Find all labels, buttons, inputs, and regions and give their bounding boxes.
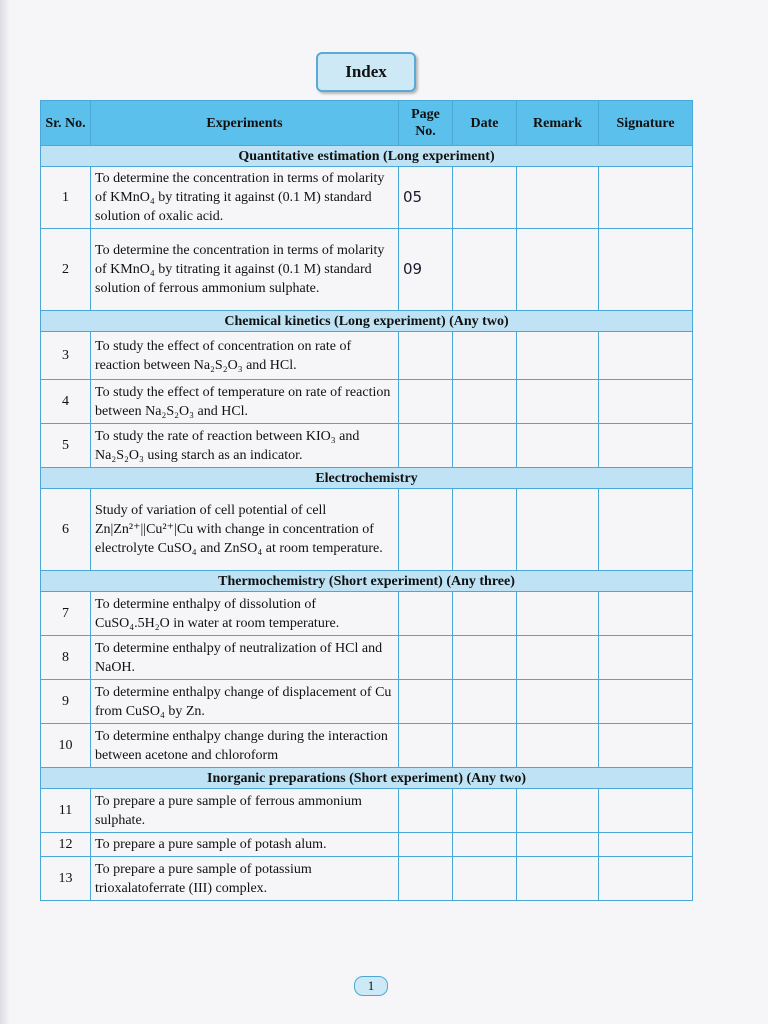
- sr-no-cell: 7: [41, 592, 91, 636]
- experiment-cell: To study the effect of temperature on rate of reaction between Na₂S₂O₃ and HCl.: [91, 380, 399, 424]
- sr-no-cell: 9: [41, 680, 91, 724]
- section-heading-row: [41, 768, 693, 789]
- sr-no-cell: 2: [41, 229, 91, 311]
- date-cell: [453, 833, 517, 857]
- signature-cell: [599, 857, 693, 901]
- page-no-cell: 05: [399, 167, 453, 229]
- page-number: 1: [354, 976, 388, 996]
- experiment-cell: Study of variation of cell potential of cell Zn|Zn²⁺||Cu²⁺|Cu with change in concentration of electrolyte CuSO₄ and ZnSO₄ at room temperature.: [91, 489, 399, 571]
- sr-no-cell: 1: [41, 167, 91, 229]
- sr-no-cell: 4: [41, 380, 91, 424]
- sr-no-cell: 6: [41, 489, 91, 571]
- page-no-cell: [399, 833, 453, 857]
- table-row: [41, 332, 693, 380]
- signature-cell: [599, 167, 693, 229]
- signature-cell: [599, 592, 693, 636]
- sr-no-cell: 13: [41, 857, 91, 901]
- signature-cell: [599, 424, 693, 468]
- date-cell: [453, 636, 517, 680]
- table-row: [41, 636, 693, 680]
- date-cell: [453, 489, 517, 571]
- page-no-cell: [399, 592, 453, 636]
- table-row: [41, 592, 693, 636]
- date-cell: [453, 724, 517, 768]
- page-no-cell: [399, 724, 453, 768]
- experiment-cell: To prepare a pure sample of potash alum.: [91, 833, 399, 857]
- date-cell: [453, 424, 517, 468]
- sr-no-cell: 10: [41, 724, 91, 768]
- date-cell: [453, 857, 517, 901]
- signature-cell: [599, 680, 693, 724]
- remark-cell: [517, 592, 599, 636]
- table-row: [41, 167, 693, 229]
- sr-no-cell: 8: [41, 636, 91, 680]
- sr-no-cell: 5: [41, 424, 91, 468]
- section-heading: Electrochemistry: [41, 468, 693, 489]
- experiment-cell: To prepare a pure sample of potassium trioxalatoferrate (III) complex.: [91, 857, 399, 901]
- signature-cell: [599, 724, 693, 768]
- header-date: Date: [453, 101, 517, 146]
- sr-no-cell: 11: [41, 789, 91, 833]
- signature-cell: [599, 332, 693, 380]
- table-row: [41, 489, 693, 571]
- experiment-cell: To determine enthalpy of dissolution of CuSO₄.5H₂O in water at room temperature.: [91, 592, 399, 636]
- index-title: Index: [316, 52, 416, 92]
- page-no-cell: [399, 424, 453, 468]
- experiment-cell: To determine enthalpy change of displacement of Cu from CuSO₄ by Zn.: [91, 680, 399, 724]
- sr-no-cell: 12: [41, 833, 91, 857]
- page-no-cell: [399, 380, 453, 424]
- table-row: [41, 680, 693, 724]
- experiment-cell: To determine the concentration in terms of molarity of KMnO₄ by titrating it against (0.1 M) standard solution of oxalic acid.: [91, 167, 399, 229]
- page-edge: [0, 0, 10, 1024]
- experiment-cell: To determine enthalpy of neutralization of HCl and NaOH.: [91, 636, 399, 680]
- section-heading: Thermochemistry (Short experiment) (Any three): [41, 571, 693, 592]
- header-row: [41, 101, 693, 146]
- page-no-cell: [399, 680, 453, 724]
- table-row: [41, 229, 693, 311]
- remark-cell: [517, 380, 599, 424]
- experiment-cell: To determine enthalpy change during the interaction between acetone and chloroform: [91, 724, 399, 768]
- signature-cell: [599, 489, 693, 571]
- date-cell: [453, 229, 517, 311]
- section-heading-row: [41, 146, 693, 167]
- section-heading-row: [41, 571, 693, 592]
- remark-cell: [517, 724, 599, 768]
- page-no-cell: [399, 789, 453, 833]
- index-table: [40, 100, 693, 901]
- table-row: [41, 724, 693, 768]
- section-heading: Quantitative estimation (Long experiment): [41, 146, 693, 167]
- page-no-cell: [399, 489, 453, 571]
- signature-cell: [599, 380, 693, 424]
- header-remark: Remark: [517, 101, 599, 146]
- date-cell: [453, 789, 517, 833]
- date-cell: [453, 380, 517, 424]
- table-row: [41, 789, 693, 833]
- remark-cell: [517, 680, 599, 724]
- table-row: [41, 424, 693, 468]
- experiment-cell: To prepare a pure sample of ferrous ammonium sulphate.: [91, 789, 399, 833]
- header-sr-no: Sr. No.: [41, 101, 91, 146]
- remark-cell: [517, 789, 599, 833]
- experiment-cell: To study the effect of concentration on rate of reaction between Na₂S₂O₃ and HCl.: [91, 332, 399, 380]
- date-cell: [453, 332, 517, 380]
- remark-cell: [517, 167, 599, 229]
- section-heading-row: [41, 468, 693, 489]
- signature-cell: [599, 833, 693, 857]
- page-no-cell: [399, 857, 453, 901]
- date-cell: [453, 680, 517, 724]
- experiment-cell: To study the rate of reaction between KIO₃ and Na₂S₂O₃ using starch as an indicator.: [91, 424, 399, 468]
- section-heading: Inorganic preparations (Short experiment) (Any two): [41, 768, 693, 789]
- header-signature: Signature: [599, 101, 693, 146]
- remark-cell: [517, 229, 599, 311]
- table-row: [41, 380, 693, 424]
- section-heading: Chemical kinetics (Long experiment) (Any two): [41, 311, 693, 332]
- page-no-cell: [399, 332, 453, 380]
- remark-cell: [517, 636, 599, 680]
- table-row: [41, 833, 693, 857]
- experiment-cell: To determine the concentration in terms of molarity of KMnO₄ by titrating it against (0.1 M) standard solution of ferrous ammonium sulphate.: [91, 229, 399, 311]
- header-experiments: Experiments: [91, 101, 399, 146]
- date-cell: [453, 167, 517, 229]
- remark-cell: [517, 332, 599, 380]
- index-body: [41, 146, 693, 901]
- table-row: [41, 857, 693, 901]
- signature-cell: [599, 636, 693, 680]
- remark-cell: [517, 424, 599, 468]
- remark-cell: [517, 857, 599, 901]
- date-cell: [453, 592, 517, 636]
- signature-cell: [599, 229, 693, 311]
- sr-no-cell: 3: [41, 332, 91, 380]
- header-page-no: Page No.: [399, 101, 453, 146]
- remark-cell: [517, 489, 599, 571]
- signature-cell: [599, 789, 693, 833]
- page-no-cell: 09: [399, 229, 453, 311]
- section-heading-row: [41, 311, 693, 332]
- remark-cell: [517, 833, 599, 857]
- page-no-cell: [399, 636, 453, 680]
